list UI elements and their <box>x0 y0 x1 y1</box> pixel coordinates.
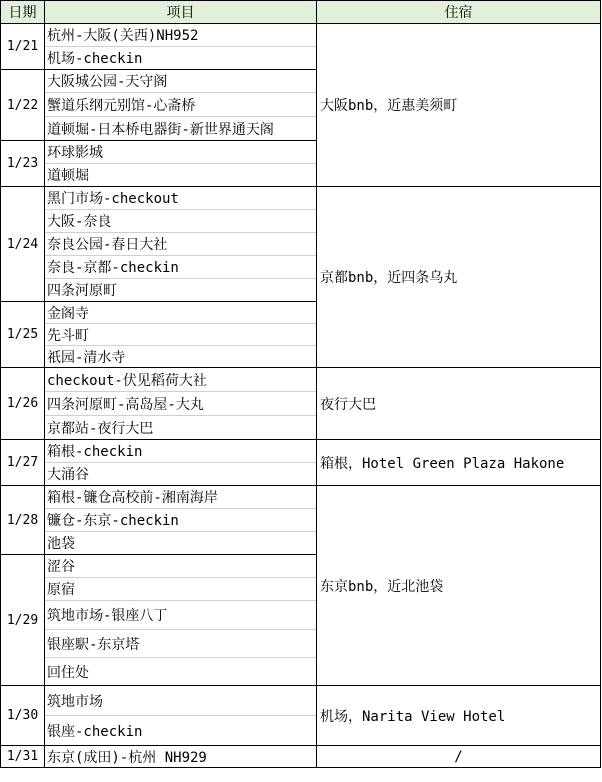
table-row <box>1 686 601 716</box>
table-row <box>1 746 601 768</box>
item-cell: 杭州-大阪(关西)NH952 <box>45 24 317 47</box>
item-cell: 奈良-京都-checkin <box>45 256 317 279</box>
item-cell: 大阪-奈良 <box>45 210 317 233</box>
table-row <box>1 187 601 210</box>
item-cell: 大阪城公园-天守阁 <box>45 70 317 93</box>
header-item: 项目 <box>45 1 317 24</box>
header-row <box>1 1 601 24</box>
item-cell: 先斗町 <box>45 324 317 346</box>
date-cell: 1/29 <box>1 555 45 686</box>
date-cell: 1/27 <box>1 440 45 486</box>
item-cell: 池袋 <box>45 532 317 555</box>
item-cell: 原宿 <box>45 578 317 601</box>
item-cell: 银座-checkin <box>45 716 317 746</box>
item-cell: 京都站-夜行大巴 <box>45 416 317 440</box>
stay-cell-kyoto: 京都bnb，近四条乌丸 <box>317 187 601 368</box>
item-cell: checkout-伏见稻荷大社 <box>45 368 317 392</box>
item-cell: 黑门市场-checkout <box>45 187 317 210</box>
item-cell: 道顿堀-日本桥电器街-新世界通天阁 <box>45 117 317 141</box>
item-cell: 机场-checkin <box>45 47 317 70</box>
item-cell: 镰仓-东京-checkin <box>45 509 317 532</box>
date-cell: 1/28 <box>1 486 45 555</box>
item-cell: 涩谷 <box>45 555 317 578</box>
item-cell: 东京(成田)-杭州 NH929 <box>45 746 317 768</box>
table-row <box>1 440 601 463</box>
stay-cell-narita: 机场，Narita View Hotel <box>317 686 601 746</box>
item-cell: 金阁寺 <box>45 302 317 324</box>
header-date: 日期 <box>1 1 45 24</box>
date-cell: 1/21 <box>1 24 45 70</box>
stay-cell-osaka: 大阪bnb，近惠美须町 <box>317 24 601 187</box>
item-cell: 奈良公园-春日大社 <box>45 233 317 256</box>
table-row <box>1 24 601 47</box>
date-cell: 1/26 <box>1 368 45 440</box>
table-row <box>1 368 601 392</box>
item-cell: 环球影城 <box>45 141 317 164</box>
date-cell: 1/23 <box>1 141 45 187</box>
date-cell: 1/31 <box>1 746 45 768</box>
item-cell: 大涌谷 <box>45 463 317 486</box>
item-cell: 筑地市场 <box>45 686 317 716</box>
item-cell: 蟹道乐纲元别馆-心斋桥 <box>45 93 317 117</box>
stay-cell-hakone: 箱根，Hotel Green Plaza Hakone <box>317 440 601 486</box>
stay-cell-night-bus: 夜行大巴 <box>317 368 601 440</box>
date-cell: 1/24 <box>1 187 45 302</box>
item-cell: 四条河原町 <box>45 279 317 302</box>
item-cell: 箱根-checkin <box>45 440 317 463</box>
date-cell: 1/25 <box>1 302 45 368</box>
item-cell: 箱根-镰仓高校前-湘南海岸 <box>45 486 317 509</box>
stay-cell-none: / <box>317 746 601 768</box>
table-row <box>1 486 601 509</box>
date-cell: 1/22 <box>1 70 45 141</box>
header-stay: 住宿 <box>317 1 601 24</box>
item-cell: 回住处 <box>45 658 317 686</box>
item-cell: 四条河原町-高岛屋-大丸 <box>45 392 317 416</box>
date-cell: 1/30 <box>1 686 45 746</box>
item-cell: 筑地市场-银座八丁 <box>45 601 317 630</box>
stay-cell-tokyo: 东京bnb，近北池袋 <box>317 486 601 686</box>
item-cell: 道顿堀 <box>45 164 317 187</box>
item-cell: 银座駅-东京塔 <box>45 630 317 658</box>
item-cell: 祇园-清水寺 <box>45 346 317 368</box>
